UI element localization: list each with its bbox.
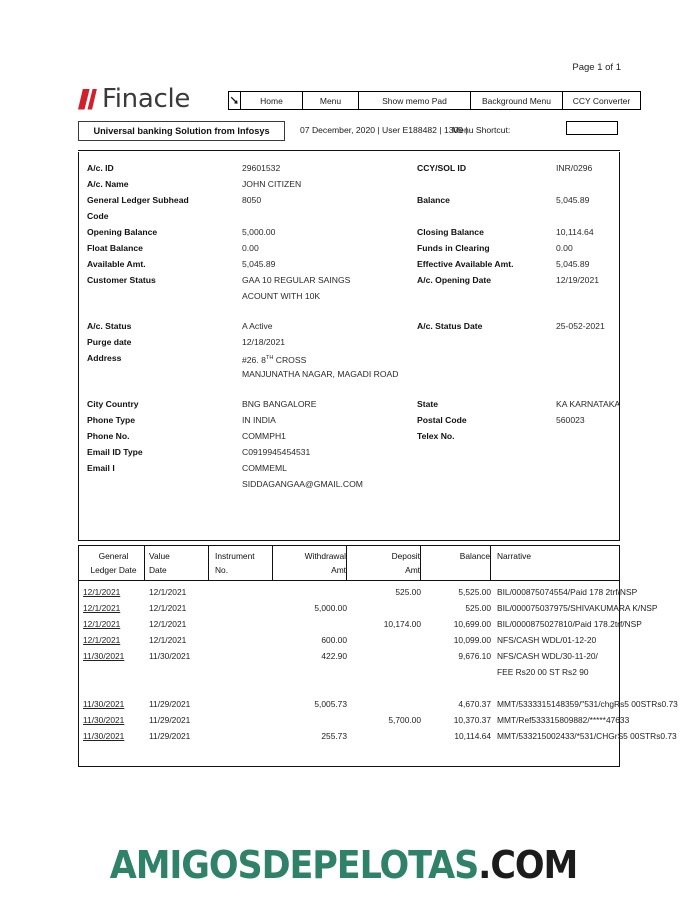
finacle-logo-text: Finacle (102, 84, 191, 114)
table-row (79, 696, 678, 712)
cell-narrative: MMT/533215002433/*531/CHGrS5 00STRs0.73 (497, 731, 677, 741)
detail-value-secondary: 0.00 (556, 243, 573, 253)
cell-value-date: 12/1/2021 (149, 587, 187, 597)
column-header-line2: No. (215, 565, 229, 575)
cell-deposit-amt: 525.00 (395, 587, 421, 597)
column-header-line2: Balance (459, 551, 490, 561)
cell-general-ledger-date: 11/30/2021 (83, 715, 125, 725)
table-row (79, 664, 619, 680)
header-divider (78, 150, 620, 151)
detail-value-superscript: TH (265, 355, 274, 361)
cell-withdrawal-amt: 5,005.73 (314, 699, 347, 709)
cell-general-ledger-date: 12/1/2021 (83, 587, 121, 597)
detail-value-text: 0.00 (242, 243, 259, 253)
detail-value-text: MANJUNATHA NAGAR, MAGADI ROAD (242, 369, 399, 379)
detail-value (242, 352, 306, 366)
cell-balance: 4,670.37 (458, 699, 491, 709)
detail-value (242, 462, 287, 474)
detail-label: Address (87, 353, 122, 363)
cell-narrative: BIL/000075037975/SHIVAKUMARA K/NSP (497, 603, 658, 613)
column-header-line2: Amt (331, 565, 346, 575)
detail-label: Customer Status (87, 275, 156, 285)
cell-narrative: NFS/CASH WDL/01-12-20 (497, 635, 597, 645)
column-header-general-ledger-date (83, 546, 145, 581)
detail-value-text: #26. 8 (242, 354, 266, 365)
detail-label: A/c. ID (87, 163, 114, 173)
detail-label: City Country (87, 399, 139, 409)
detail-value (242, 478, 363, 490)
cell-withdrawal-amt: 255.73 (321, 731, 347, 741)
detail-label-secondary: Balance (417, 195, 450, 205)
detail-label-secondary: Postal Code (417, 415, 467, 425)
table-row (79, 584, 638, 600)
detail-value-text: ACOUNT WITH 10K (242, 291, 321, 301)
detail-value (242, 162, 280, 174)
cell-narrative: NFS/CASH WDL/30-11-20/ (497, 651, 598, 661)
cell-general-ledger-date: 11/30/2021 (83, 651, 125, 661)
detail-label-secondary: A/c. Opening Date (417, 275, 492, 285)
cell-balance: 9,676.10 (458, 651, 491, 661)
column-header-line2: Amt (405, 565, 420, 575)
detail-label: Code (87, 211, 109, 221)
watermark-secondary: .COM (478, 843, 578, 887)
detail-value-text: 29601532 (242, 163, 281, 173)
detail-value (242, 258, 275, 270)
column-header-narrative (497, 546, 619, 581)
table-row (79, 616, 642, 632)
cell-deposit-amt: 10,174.00 (383, 619, 421, 629)
detail-value-text: IN INDIA (242, 415, 276, 425)
detail-value (242, 446, 310, 458)
cell-narrative: MMT/5333315148359/"531/chgRs5 00STRs0.73 (497, 699, 678, 709)
account-details-panel (78, 152, 620, 541)
detail-label-secondary: Effective Available Amt. (417, 259, 514, 269)
cell-balance: 5,525.00 (458, 587, 491, 597)
detail-label: Available Amt. (87, 259, 146, 269)
detail-value-text: 12/18/2021 (242, 337, 286, 347)
detail-value (242, 320, 273, 332)
cell-general-ledger-date: 11/30/2021 (83, 731, 125, 741)
detail-value (242, 242, 259, 254)
detail-value-tail: CROSS (273, 354, 307, 365)
detail-label-secondary: Closing Balance (417, 227, 484, 237)
cell-value-date: 12/1/2021 (149, 635, 187, 645)
column-header-instrument-no (215, 546, 273, 581)
cell-deposit-amt: 5,700.00 (388, 715, 421, 725)
table-row (79, 712, 630, 728)
column-header-balance (425, 546, 491, 581)
detail-value-secondary: INR/0296 (556, 163, 593, 173)
cell-narrative: BIL/0000875027810/Paid 178.2trf/NSP (497, 619, 642, 629)
detail-value-secondary: 10,114.64 (556, 227, 594, 237)
detail-label-secondary: State (417, 399, 439, 409)
detail-value (242, 290, 320, 302)
cell-balance: 10,099.00 (453, 635, 491, 645)
detail-value (242, 274, 350, 286)
detail-label: Email ID Type (87, 447, 143, 457)
detail-value-text: SIDDAGANGAA@GMAIL.COM (242, 479, 363, 489)
detail-value-text: 8050 (242, 195, 262, 205)
cell-balance: 10,699.00 (453, 619, 491, 629)
detail-value-text: 5,045.89 (242, 259, 276, 269)
cell-withdrawal-amt: 600.00 (321, 635, 347, 645)
detail-value (242, 430, 286, 442)
menu-shortcut-input[interactable] (566, 121, 618, 135)
detail-label-secondary: CCY/SOL ID (417, 163, 467, 173)
watermark (27, 843, 659, 887)
detail-label: A/c. Status (87, 321, 132, 331)
cell-balance: 525.00 (465, 603, 491, 613)
detail-label: A/c. Name (87, 179, 129, 189)
cell-balance: 10,114.64 (454, 731, 491, 741)
detail-value-secondary: 560023 (556, 415, 585, 425)
detail-value (242, 226, 275, 238)
detail-value-text: COMMEML (242, 463, 287, 473)
table-row (79, 632, 619, 648)
cell-value-date: 11/29/2021 (149, 731, 191, 741)
detail-label: Phone Type (87, 415, 136, 425)
table-row (79, 648, 619, 664)
detail-label: Phone No. (87, 431, 130, 441)
column-header-line1: General (98, 551, 129, 561)
cell-value-date: 11/30/2021 (149, 651, 191, 661)
detail-value (242, 178, 301, 190)
watermark-primary: AMIGOSDEPELOTAS (109, 843, 479, 887)
detail-value (242, 336, 285, 348)
nav-item-ccy-converter[interactable]: CCY Converter (563, 91, 641, 110)
detail-value-text: A Active (242, 321, 273, 331)
cell-value-date: 12/1/2021 (149, 619, 187, 629)
page-indicator: Page 1 of 1 (572, 62, 621, 73)
detail-label-secondary: A/c. Status Date (417, 321, 483, 331)
finacle-logo (78, 86, 190, 112)
detail-value-secondary: 5,045.89 (556, 195, 590, 205)
column-header-line1: Withdrawal (304, 551, 346, 561)
detail-value (242, 368, 398, 380)
nav-item-menu[interactable]: Menu (303, 91, 359, 110)
tagline-banner: Universal banking Solution from Infosys (78, 121, 285, 141)
table-row (79, 680, 619, 696)
cell-general-ledger-date: 12/1/2021 (83, 603, 121, 613)
top-navigation-bar[interactable] (228, 91, 641, 110)
cell-value-date: 11/29/2021 (149, 715, 191, 725)
cell-balance: 10,370.37 (453, 715, 491, 725)
detail-label: Opening Balance (87, 227, 158, 237)
session-info: 07 December, 2020 | User E188482 | 1309 | (300, 125, 468, 135)
arrow-down-right-icon[interactable] (228, 91, 241, 110)
detail-value-text: COMMPH1 (242, 431, 286, 441)
nav-item-home[interactable]: Home (241, 91, 303, 110)
cell-withdrawal-amt: 5,000.00 (314, 603, 347, 613)
detail-value-text: JOHN CITIZEN (242, 179, 302, 189)
detail-value-secondary: 25-052-2021 (556, 321, 605, 331)
cell-value-date: 12/1/2021 (149, 603, 187, 613)
cell-narrative: FEE Rs20 00 ST Rs2 90 (497, 667, 589, 677)
detail-value-text: C0919945454531 (242, 447, 311, 457)
cell-general-ledger-date: 12/1/2021 (83, 635, 121, 645)
detail-value-secondary: KA KARNATAKA (556, 399, 621, 409)
cell-narrative: BIL/000875074554/Paid 178 2trf/NSP (497, 587, 638, 597)
column-header-line1: Value (149, 551, 170, 561)
column-header-deposit-amt (351, 546, 421, 581)
detail-label: Email I (87, 463, 115, 473)
table-row (79, 600, 658, 616)
cell-narrative: MMT/Ref533315809882/*****47633 (497, 715, 630, 725)
detail-value-text: 5,000.00 (242, 227, 276, 237)
transactions-table-header (79, 546, 619, 581)
table-row (79, 728, 677, 744)
detail-label: General Ledger Subhead (87, 195, 189, 205)
finacle-logo-mark-icon (78, 89, 97, 110)
cell-general-ledger-date: 11/30/2021 (83, 699, 125, 709)
nav-item-background-menu[interactable]: Background Menu (471, 91, 563, 110)
detail-value-text: BNG BANGALORE (242, 399, 317, 409)
detail-value (242, 194, 261, 206)
detail-value (242, 398, 317, 410)
detail-value (242, 414, 276, 426)
column-header-line2: Date (149, 565, 167, 575)
detail-label: Float Balance (87, 243, 143, 253)
column-header-line2: Narrative (497, 551, 531, 561)
detail-label-secondary: Telex No. (417, 431, 455, 441)
detail-value-text: GAA 10 REGULAR SAINGS (242, 275, 351, 285)
cell-value-date: 11/29/2021 (149, 699, 191, 709)
menu-shortcut-label: Menu Shortcut: (452, 125, 511, 135)
cell-general-ledger-date: 12/1/2021 (83, 619, 121, 629)
detail-label-secondary: Funds in Clearing (417, 243, 490, 253)
nav-item-show-memo-pad[interactable]: Show memo Pad (359, 91, 471, 110)
column-header-line2: Ledger Date (90, 565, 137, 575)
column-header-withdrawal-amt (275, 546, 347, 581)
column-header-line1: Instrument (215, 551, 255, 561)
cell-withdrawal-amt: 422.90 (321, 651, 347, 661)
column-header-line1: Deposit (391, 551, 420, 561)
detail-value-secondary: 12/19/2021 (556, 275, 600, 285)
detail-value-secondary: 5,045.89 (556, 259, 590, 269)
transactions-table (78, 545, 678, 767)
detail-label: Purge date (87, 337, 132, 347)
column-header-value-date (149, 546, 209, 581)
